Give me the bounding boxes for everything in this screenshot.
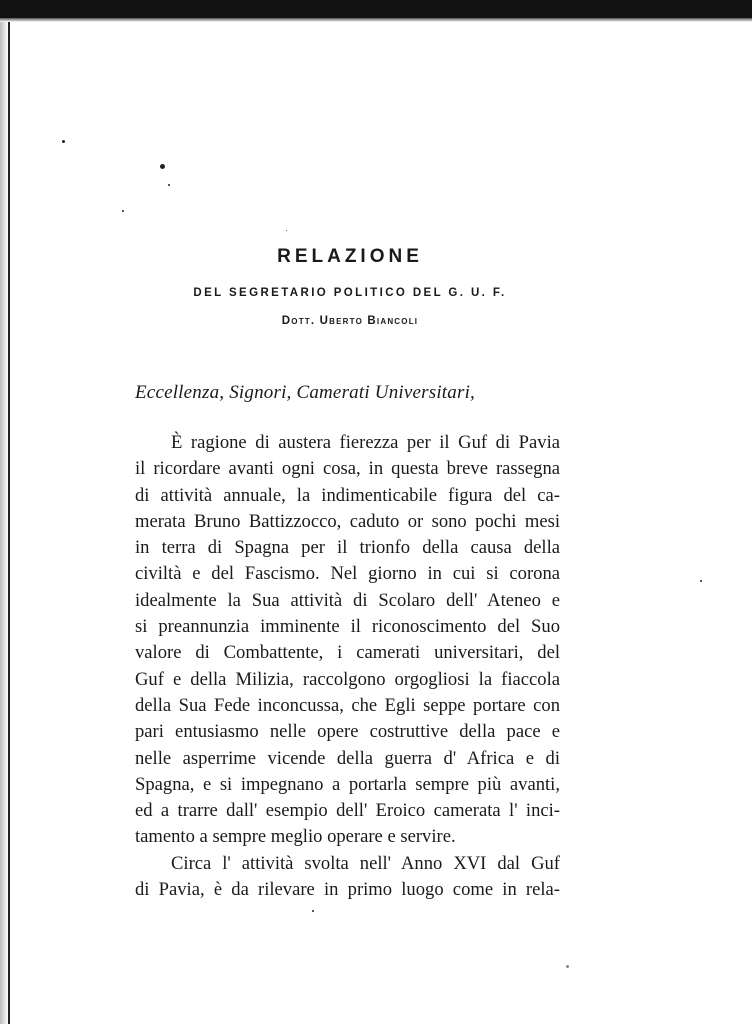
text-line: Guf e della Milizia, raccolgono orgogliosi la fiaccola — [135, 668, 560, 690]
text-line: di attività annuale, la indimenticabile figura del ca- — [135, 484, 560, 506]
page-left-edge — [8, 18, 10, 1024]
text-line: Spagna, e si impegnano a portarla sempre più avanti, — [135, 773, 560, 795]
text-line: di Pavia, è da rilevare in primo luogo come in rela- — [135, 879, 560, 901]
document-author: Dott. Uberto Biancoli — [281, 315, 419, 327]
text-line: merata Bruno Battizzocco, caduto or sono pochi mesi — [135, 510, 560, 532]
body-text — [135, 430, 560, 903]
text-line: si preannunzia imminente il riconoscimento del Suo — [135, 616, 560, 638]
text-line: valore di Combattente, i camerati universitari, del — [135, 642, 560, 664]
salutation: Eccellenza, Signori, Camerati Universitari, — [135, 382, 476, 403]
text-line: tamento a sempre meglio operare e servire. — [135, 826, 456, 848]
page-left-shadow — [0, 18, 8, 1024]
text-line: nelle asperrime vicende della guerra d' Africa e di — [135, 747, 560, 769]
text-line: Circa l' attività svolta nell' Anno XVI dal Guf — [171, 852, 560, 874]
scan-top-shadow — [0, 18, 752, 22]
ink-speck — [312, 910, 314, 912]
text-line: È ragione di austera fierezza per il Guf di Pavia — [171, 432, 560, 453]
text-line: il ricordare avanti ogni cosa, in questa breve rassegna — [135, 458, 560, 480]
text-line: ed a trarre dall' esempio dell' Eroico camerata l' inci- — [135, 800, 560, 822]
text-line: pari entusiasmo nelle opere costruttive della pace e — [135, 721, 560, 743]
text-line: in terra di Spagna per il trionfo della causa della — [135, 537, 560, 559]
ink-speck — [566, 965, 569, 968]
ink-speck — [122, 210, 124, 212]
document-subtitle: DEL SEGRETARIO POLITICO DEL G. U. F. — [193, 287, 507, 299]
document-title: RELAZIONE — [277, 246, 423, 267]
text-line: idealmente la Sua attività di Scolaro dell' Ateneo e — [135, 589, 560, 611]
text-line: della Sua Fede inconcussa, che Egli seppe portare con — [135, 694, 560, 716]
ink-speck — [160, 164, 165, 169]
text-line: civiltà e del Fascismo. Nel giorno in cui si corona — [135, 563, 560, 585]
ink-speck — [62, 140, 65, 143]
ink-speck — [286, 230, 287, 231]
scan-top-border — [0, 0, 752, 18]
ink-speck — [700, 580, 702, 582]
ink-speck — [168, 184, 170, 186]
